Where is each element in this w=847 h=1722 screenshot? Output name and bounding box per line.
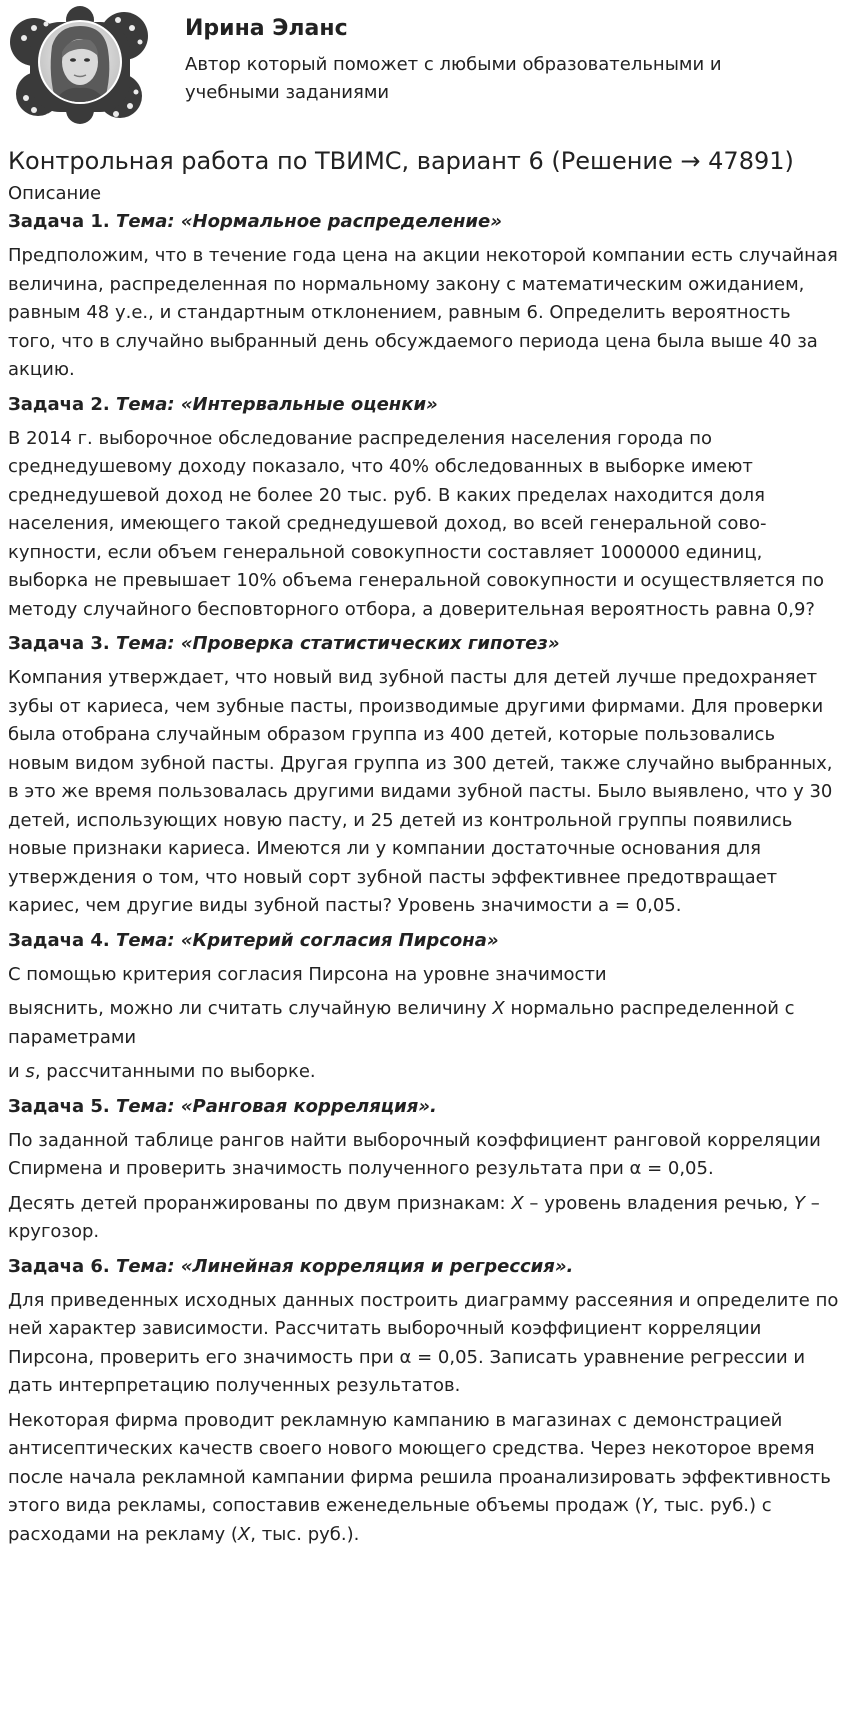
author-block <box>8 6 838 126</box>
task-number: Задача 6. <box>8 1255 110 1277</box>
task-4-text-1: С помощью критерия согласия Пирсона на уровне значимости <box>8 963 607 985</box>
task-6-text-1: Для приведенных исходных данных построить диаграмму рассеяния и определите по ней характер зависимости. Рассчитать выборочный коэффициент корреляции Пирсона, проверить его значимость при α = 0,05. Записать уравнение регрессии и дать интерпретацию полученных результатов. <box>8 1289 839 1396</box>
task-number: Задача 5. <box>8 1095 110 1117</box>
text-fragment: – уровень владения речью, <box>523 1192 795 1214</box>
variable-y: Y <box>794 1192 806 1214</box>
author-description: Автор который поможет с любыми образовательными и учебными заданиями <box>185 54 722 103</box>
description-label: Описание <box>8 183 102 204</box>
variable-x: X <box>237 1523 251 1545</box>
task-4-text-3 <box>8 1058 840 1087</box>
task-3-text: Компания утверждает, что новый вид зубной пасты для детей лучше предохраняет зубы от кариеса, чем зубные пасты, производимые другими фирмами. Для проверки была отобрана случайным образом группа из 400 детей, которые пользовались новым видом зубной пасты. Другая группа из 300 детей, также случайно выбранных, в это же время пользовалась другими видами зубной пасты. Было выявлено, что у 30 детей, использующих новую пасту, и 25 детей из контрольной группы появились новые признаки кариеса. Имеются ли у компании достаточные основания для утверждения о том, что новый сорт зубной пасты эффективнее предотвращает кариес, чем другие виды зубной пасты? Уровень значимости a = 0,05. <box>8 667 833 916</box>
task-topic: Тема: «Интервальные оценки» <box>116 393 438 415</box>
task-1-heading <box>8 208 840 236</box>
task-4-text-2 <box>8 995 840 1052</box>
text-fragment: Некоторая фирма проводит рекламную кампанию в магазинах с демонстрацией антисептических качеств своего нового моющего средства. Через некоторое время после начала рекламной кампании фирма решила проанализировать эффективность этого вида рекламы, сопоставив еженедельные объемы продаж ( <box>8 1409 831 1516</box>
task-topic: Тема: «Проверка статистических гипотез» <box>116 633 560 654</box>
variable-x: X <box>492 998 505 1019</box>
task-4-heading <box>8 927 840 955</box>
task-topic: Тема: «Нормальное распределение» <box>116 211 502 232</box>
main-content <box>8 144 840 1555</box>
variable-s: s <box>25 1061 35 1082</box>
variable-y: Y <box>641 1495 653 1516</box>
task-2-text: В 2014 г. выборочное обследование распределения населения города по среднедушевому доходу показало, что 40% обследованных в выборке имеют среднедушевой доход не более 20 тыс. руб. В каких пределах находится доля населения, имеющего такой среднедушевой доход, во всей генеральной совокупности, если объем генеральной совокупности составляет 1000000 единиц, выборка не превышает 10% объема генеральной совокупности и осуществляется по методу случайного бесповторного отбора, а доверительная вероятность равна 0,9? <box>8 427 825 620</box>
text-fragment: , рассчитанными по выборке. <box>34 1061 316 1082</box>
task-5-heading <box>8 1093 840 1121</box>
text-fragment: , тыс. руб.). <box>250 1523 360 1545</box>
task-2-heading <box>8 391 840 419</box>
text-fragment: , тыс. руб.) с расходами на рекламу ( <box>8 1495 772 1545</box>
task-number: Задача 2. <box>8 393 110 415</box>
text-fragment: – кругозор. <box>8 1192 820 1242</box>
task-number: Задача 3. <box>8 633 110 654</box>
author-avatar <box>8 6 154 124</box>
task-number: Задача 4. <box>8 929 110 951</box>
task-3-heading <box>8 630 840 658</box>
task-6-heading <box>8 1253 840 1281</box>
page-title: Контрольная работа по ТВИМС, вариант 6 (Решение → 47891) <box>8 147 794 175</box>
variable-x: X <box>511 1192 524 1214</box>
task-1-text: Предположим, что в течение года цена на акции некоторой компании есть случайная величина, распределенная по нормальному закону с математическим ожиданием, равным 48 у.е., и стандартным отклонением, равным 6. Определить вероятность того, что в случайно выбранный день обсуждаемого периода цена была выше 40 за акцию. <box>8 245 838 380</box>
task-topic: Тема: «Ранговая корреляция». <box>116 1095 437 1117</box>
task-topic: Тема: «Линейная корреляция и регрессия». <box>116 1255 574 1277</box>
text-fragment: нормально распределенной с параметрами <box>8 998 795 1048</box>
task-topic: Тема: «Критерий согласия Пирсона» <box>116 929 499 951</box>
text-fragment: Десять детей проранжированы по двум признакам: <box>8 1192 512 1214</box>
author-name: Ирина Эланс <box>185 16 348 41</box>
text-fragment: выяснить, можно ли считать случайную величину <box>8 998 493 1019</box>
task-6-text-2 <box>8 1407 840 1550</box>
task-number: Задача 1. <box>8 211 110 232</box>
text-fragment: и <box>8 1061 26 1082</box>
task-5-text-2 <box>8 1190 840 1247</box>
task-5-text-1: По заданной таблице рангов найти выборочный коэффициент ранговой корреляции Спирмена и проверить значимость полученного результата при α = 0,05. <box>8 1129 821 1179</box>
